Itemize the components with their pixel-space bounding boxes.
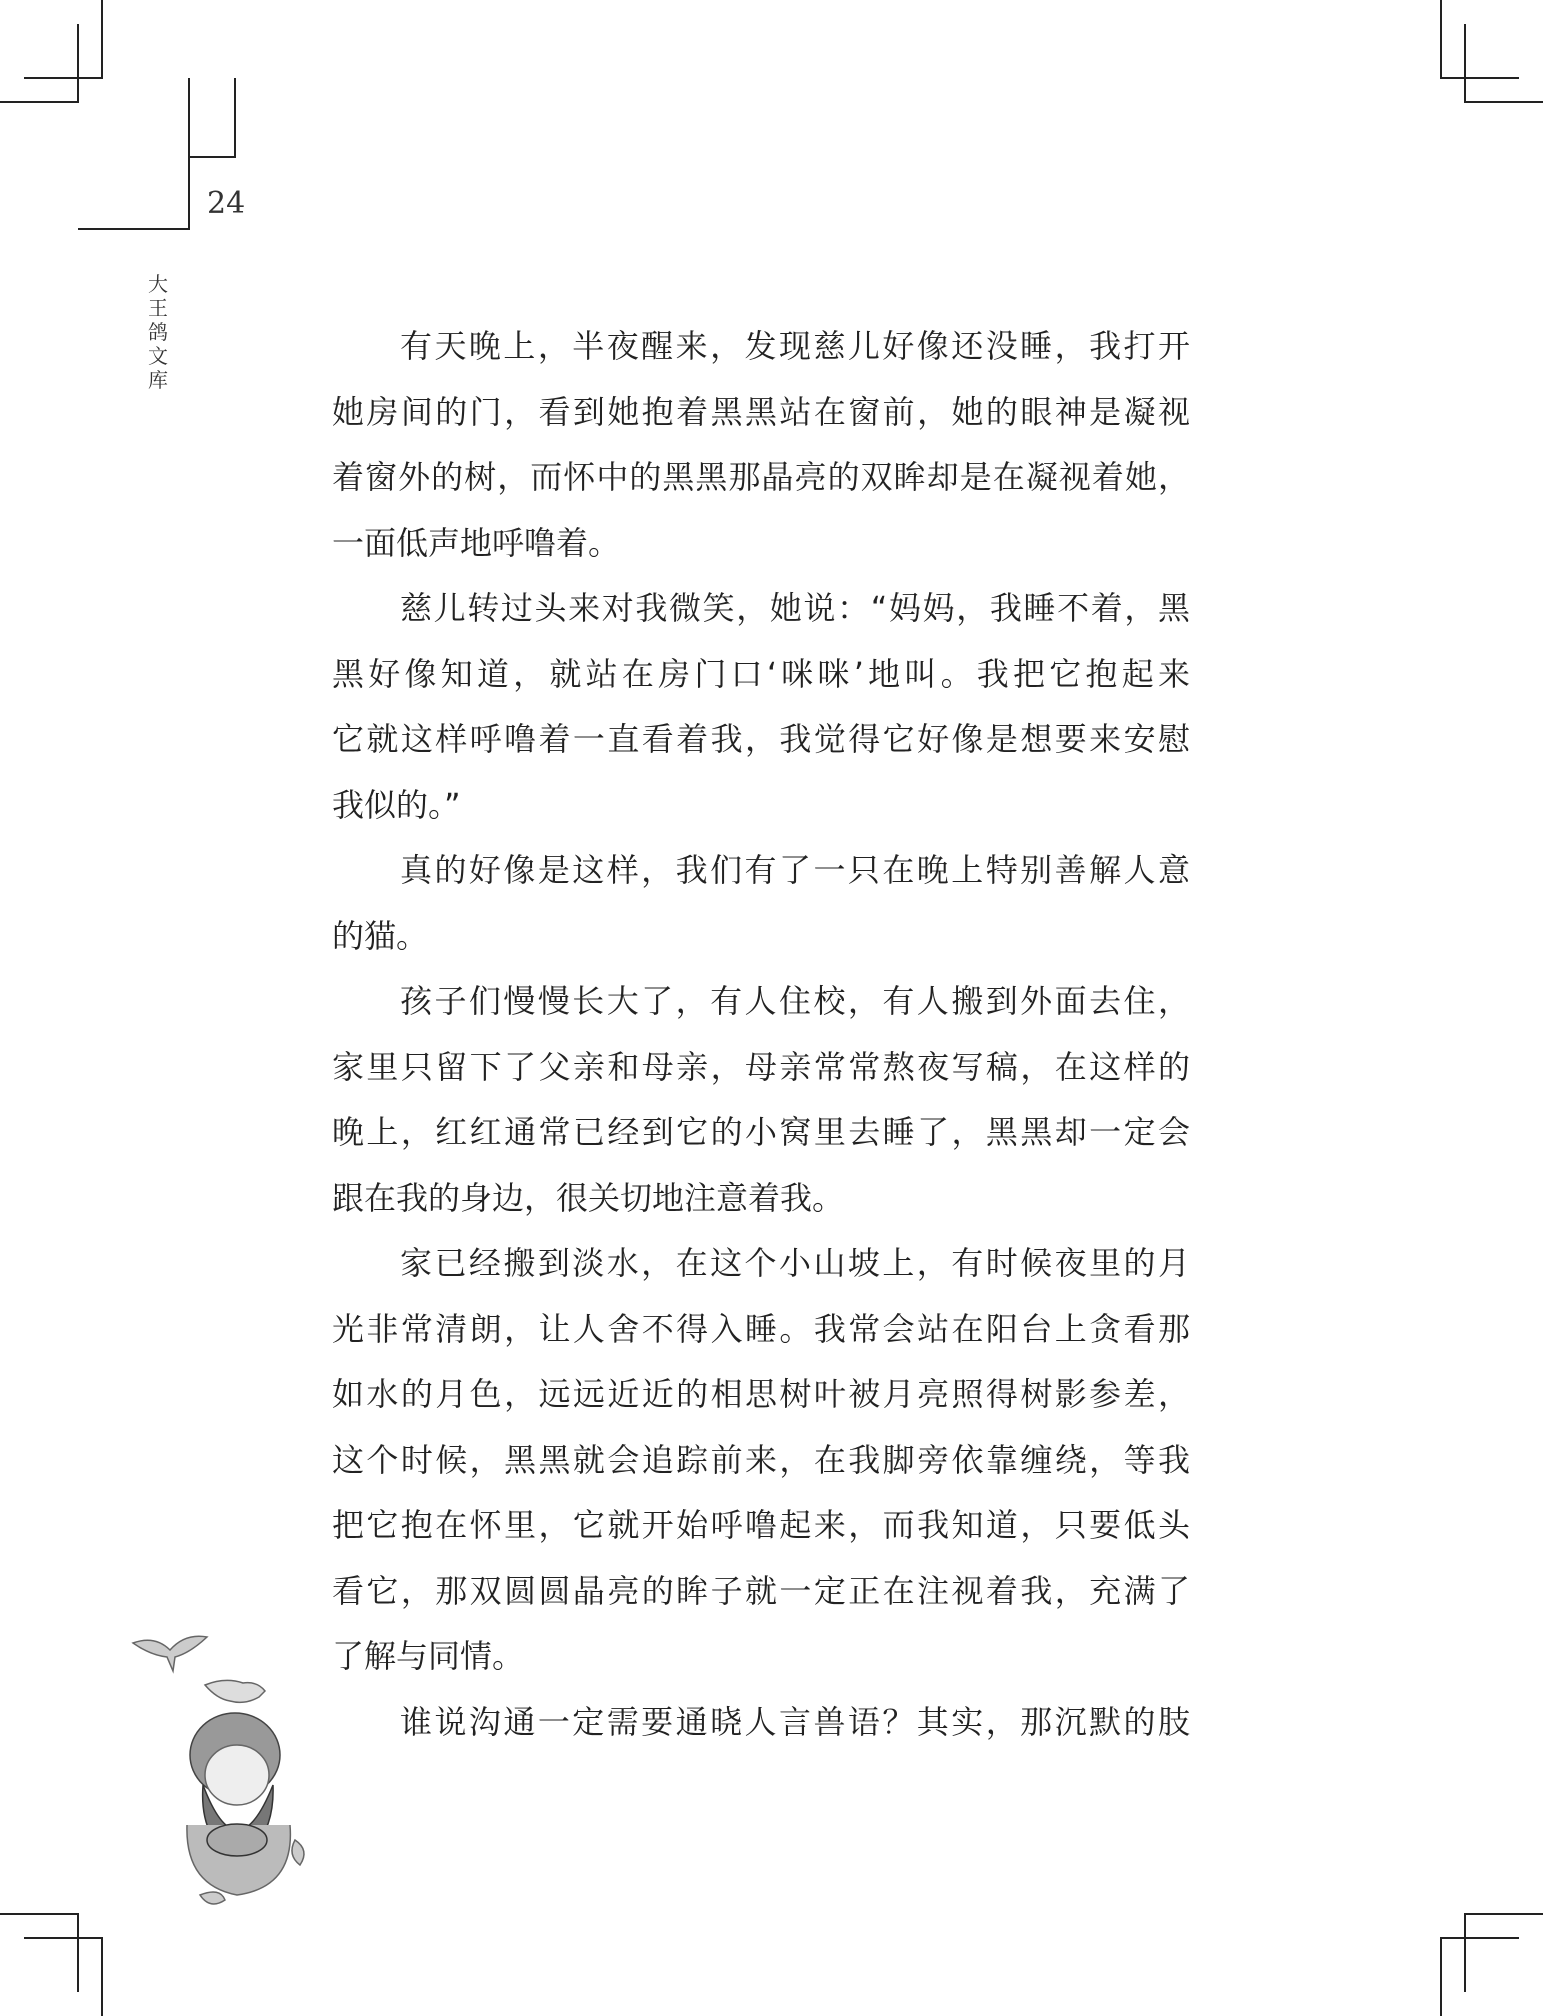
- bearded-man-with-birds-illustration: [125, 1625, 340, 1915]
- text-line: 的猫。: [332, 916, 429, 955]
- page-corner-rule: [188, 156, 236, 158]
- crop-mark: [101, 1937, 103, 2016]
- crop-mark: [1464, 1913, 1543, 1915]
- perched-bird-icon: [205, 1680, 265, 1702]
- page-corner-rule: [78, 228, 190, 230]
- text-line: 跟在我的身边，很关切地注意着我。: [332, 1178, 845, 1217]
- text-line: 谁说沟通一定需要通晓人言兽语？其实，那沉默的肢: [400, 1702, 1190, 1741]
- text-line: 有天晚上，半夜醒来，发现慈儿好像还没睡，我打开: [400, 327, 1190, 365]
- page-number: 24: [207, 186, 246, 221]
- text-line: 这个时候，黑黑就会追踪前来，在我脚旁依靠缠绕，等我: [332, 1440, 1190, 1479]
- flying-bird-icon: [133, 1636, 207, 1671]
- crop-mark: [1440, 77, 1519, 79]
- text-line: 如水的月色，远远近近的相思树叶被月亮照得树影参差，: [332, 1375, 1190, 1413]
- text-line: 一面低声地呼噜着。: [332, 523, 621, 562]
- body-text: [332, 314, 1190, 1755]
- text-line: 光非常清朗，让人舍不得入睡。我常会站在阳台上贪看那: [332, 1309, 1190, 1348]
- leaf: [292, 1840, 304, 1865]
- text-line: 把它抱在怀里，它就开始呼噜起来，而我知道，只要低头: [332, 1506, 1190, 1544]
- crop-mark: [0, 101, 79, 103]
- crop-mark: [0, 1913, 79, 1915]
- text-line: 了解与同情。: [332, 1637, 525, 1675]
- crop-mark: [1440, 1937, 1442, 2016]
- text-line: 孩子们慢慢长大了，有人住校，有人搬到外面去住，: [400, 982, 1190, 1020]
- crop-mark: [24, 77, 103, 79]
- text-line: 晚上，红红通常已经到它的小窝里去睡了，黑黑却一定会: [332, 1113, 1190, 1151]
- text-line: 真的好像是这样，我们有了一只在晚上特别善解人意: [400, 851, 1190, 889]
- text-line: 它就这样呼噜着一直看着我，我觉得它好像是想要来安慰: [332, 720, 1190, 758]
- text-line: 着窗外的树，而怀中的黑黑那晶亮的双眸却是在凝视着她，: [332, 458, 1190, 496]
- crop-mark: [1464, 24, 1466, 103]
- page-corner-rule: [234, 78, 236, 158]
- face: [205, 1745, 269, 1805]
- text-line: 家已经搬到淡水，在这个小山坡上，有时候夜里的月: [400, 1244, 1190, 1282]
- crop-mark: [101, 0, 103, 79]
- text-line: 慈儿转过头来对我微笑，她说：“妈妈，我睡不着，黑: [400, 589, 1190, 627]
- crop-mark: [1440, 1937, 1519, 1939]
- text-line: 黑好像知道，就站在房门口‘咪咪’地叫。我把它抱起来: [332, 654, 1190, 693]
- crop-mark: [1464, 101, 1543, 103]
- crop-mark: [77, 1913, 79, 1992]
- leaf: [200, 1892, 225, 1904]
- series-title: 大王鸽文库: [148, 272, 168, 392]
- page-corner-rule: [188, 78, 190, 230]
- crop-mark: [1464, 1913, 1466, 1992]
- text-line: 家里只留下了父亲和母亲，母亲常常熬夜写稿，在这样的: [332, 1047, 1190, 1086]
- text-line: 我似的。”: [332, 785, 461, 824]
- crop-mark: [1440, 0, 1442, 79]
- text-line: 她房间的门，看到她抱着黑黑站在窗前，她的眼神是凝视: [332, 392, 1190, 431]
- nest: [207, 1824, 267, 1856]
- crop-mark: [24, 1937, 103, 1939]
- crop-mark: [77, 24, 79, 103]
- text-line: 看它，那双圆圆晶亮的眸子就一定正在注视着我，充满了: [332, 1571, 1190, 1610]
